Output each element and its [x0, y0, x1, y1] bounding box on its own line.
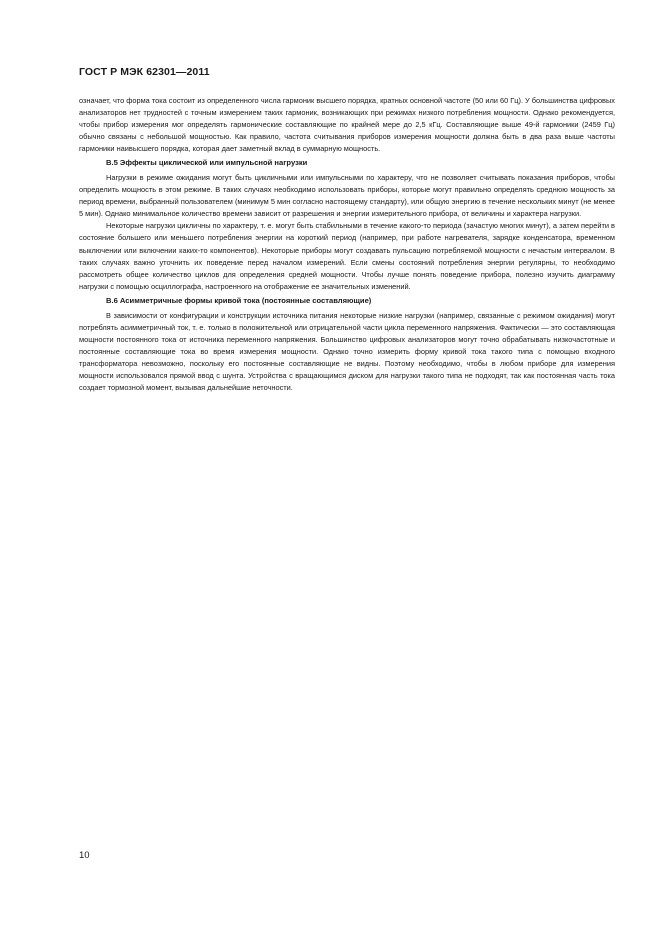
section-b5-paragraph-1: Нагрузки в режиме ожидания могут быть цикличными или импульсными по характеру, что не позволяет считывать показания приборов, чтобы определить мощность в этом режиме. В таких случаях необходимо использовать приборы, которые могут правильно определять среднюю мощность за период времени, выбранный пользователем (минимум 5 мин согласно настоящему стандарту), или общую энергию в течение нескольких минут (не менее 5 мин). Однако минимальное количество времени зависит от разрешения и энергии измерительного прибора, от величины и характера нагрузки. [79, 173, 615, 219]
section-heading-b6: В.6 Асимметричные формы кривой тока (постоянные составляющие) [106, 295, 372, 305]
section-b5-paragraph-2: Некоторые нагрузки цикличны по характеру, т. е. могут быть стабильными в течение какого-то периода (зачастую многих минут), а затем перейти в состояние большего или меньшего потребления энергии на короткий период (например, при работе нагревателя, зарядке конденсатора, временном выключении или включении каких-то компонентов). Некоторые приборы могут создавать пульсацию потребляемой мощности с нечастым интервалом. В таких случаях важно уточнить их поведение перед началом измерений. Если смены состояний потребления энергии регулярны, то необходимо рассмотреть общее количество циклов для определения средней мощности. Чтобы лучше понять поведение прибора, полезно изучить диаграмму нагрузки с помощью осциллографа, настроенного на отображение ее значительных изменений. [79, 221, 615, 291]
document-header: ГОСТ Р МЭК 62301—2011 [79, 66, 210, 78]
page-number: 10 [79, 850, 90, 861]
section-b6-paragraph-1: В зависимости от конфигурации и конструкции источника питания некоторые низкие нагрузки (например, связанные с режимом ожидания) могут потреблять асимметричный ток, т. е. только в положительной или отрицательной части цикла переменного напряжения. Фактически — это составляющая мощности постоянного тока от источника переменного напряжения. Большинство цифровых анализаторов могут точно обрабатывать низкочастотные и постоянные составляющие тока во время измерения мощности. Однако точно измерить форму кривой тока такого типа с помощью входного трансформатора невозможно, поскольку его постоянные составляющие не видны. Поэтому необходимо, чтобы в любом приборе для измерения мощности использовался прямой ввод с шунта. Устройства с вращающимся диском для нагрузки такого типа не подходят, так как постоянная часть тока создает тормозной момент, вызывая дальнейшие неточности. [79, 310, 615, 392]
section-heading-b5: В.5 Эффекты циклической или импульсной нагрузки [106, 158, 308, 168]
intro-paragraph: означает, что форма тока состоит из определенного числа гармоник высшего порядка, кратных основной частоте (50 или 60 Гц). У большинства цифровых анализаторов нет трудностей с точным измерением таких гармоник, возникающих при режимах низкого потребления мощности. Однако рекомендуется, чтобы прибор измерения мог определять гармонические составляющие по крайней мере до 2,5 кГц. Составляющие выше 49-й гармоники (2459 Гц) обычно связаны с небольшой мощностью. Как правило, частота считывания приборов измерения мощности должна быть в два раза выше частоты гармоники наивысшего порядка, которая дает заметный вклад в суммарную мощность. [79, 96, 615, 154]
document-body [79, 95, 615, 394]
